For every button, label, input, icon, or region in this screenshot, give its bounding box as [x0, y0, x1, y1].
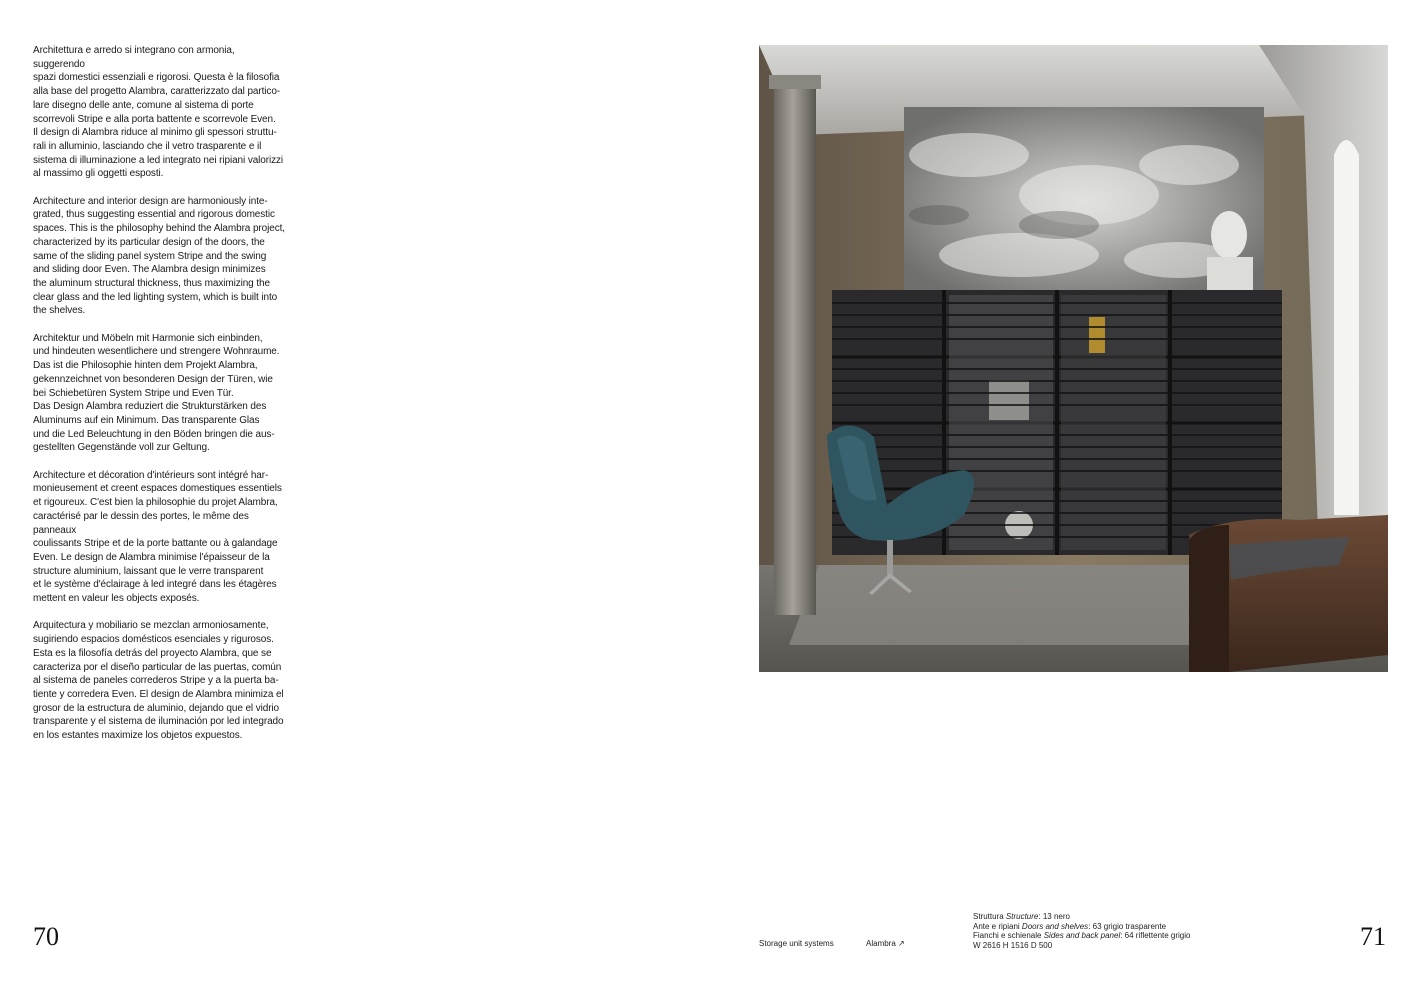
- interior-scene-illustration: [759, 45, 1388, 672]
- footer-category: Storage unit systems: [759, 939, 834, 948]
- body-text-column: [33, 44, 289, 756]
- paragraph-spanish: Arquitectura y mobiliario se mezclan armoniosamente, sugiriendo espacios domésticos esenciales y rigurosos. Esta es la filosofía detrás del proyecto Alambra, que se caracteriza por el diseño particular de las puertas, común al sistema de paneles correderos Stripe y a la puerta ba- tiente y corredera Even. El design de Alambra minimiza el grosor de la estructura de aluminio, dejando que el vidrio transparente y el sistema de iluminación por led integrado en los estantes maximize los objetos expuestos.: [33, 620, 284, 742]
- spec-structure: Struttura Structure: 13 nero: [973, 912, 1070, 921]
- page-number-right: 71: [1360, 922, 1386, 951]
- paragraph-german: Architektur und Möbeln mit Harmonie sich einbinden, und hindeuten wesentlichere und strengere Wohnraume. Das ist die Philosophie hinten dem Projekt Alambra, gekennzeichnet von besonderen Design der Türen, wie bei Schiebetüren System Stripe und Even Tür. Das Design Alambra reduziert die Strukturstärken des Aluminums auf ein Minimum. Das transparente Glas und die Led Beleuchtung in den Böden bringen die aus- gestellten Gegenstände voll zur Geltung.: [33, 332, 280, 454]
- paragraph-english: Architecture and interior design are harmoniously inte- grated, thus suggesting essential and rigorous domestic spaces. This is the philosophy behind the Alambra project, characterized by its particular design of the doors, the same of the sliding panel system Stripe and the swing and sliding door Even. The Alambra design minimizes the aluminum structural thickness, thus maximizing the clear glass and the led lighting system, which is built into the shelves.: [33, 195, 285, 317]
- paragraph-italian: Architettura e arredo si integrano con armonia, suggerendo spazi domestici essenziali e rigorosi. Questa è la filosofia alla base del progetto Alambra, caratterizzato dal partico- lare disegno delle ante, comune al sistema di porte scorrevoli Stripe e alla porta battente e scorrevole Even. Il design di Alambra riduce al minimo gli spessori struttu- rali in alluminio, lasciando che il vetro trasparente e il sistema di illuminazione a led integrato nei ripiani valorizzi al massimo gli oggetti esposti.: [33, 45, 284, 180]
- footer-product-link[interactable]: Alambra ↗: [866, 939, 905, 948]
- spec-dimensions: W 2616 H 1516 D 500: [973, 940, 1053, 950]
- spec-doors-shelves: Ante e ripiani Doors and shelves: 63 grigio trasparente: [973, 921, 1167, 931]
- product-specs: [973, 912, 1233, 950]
- page-number-left: 70: [33, 922, 59, 951]
- product-photo: [759, 45, 1388, 672]
- spec-sides-back: Fianchi e schienale Sides and back panel: 64 riflettente grigio: [973, 931, 1191, 940]
- paragraph-french: Architecture et décoration d'intérieurs sont intégré har- monieusement et creent espaces domestiques essentiels et rigoureux. C'est bien la philosophie du projet Alambra, caractérisé par le dessin des portes, le même des panneaux coulissants Stripe et de la porte battante ou à galandage Even. Le design de Alambra minimise l'épaisseur de la structure aluminium, laissant que le verre transparent et le système d'éclairage à led integré dans les étagères mettent en valeur les objects exposés.: [33, 469, 282, 605]
